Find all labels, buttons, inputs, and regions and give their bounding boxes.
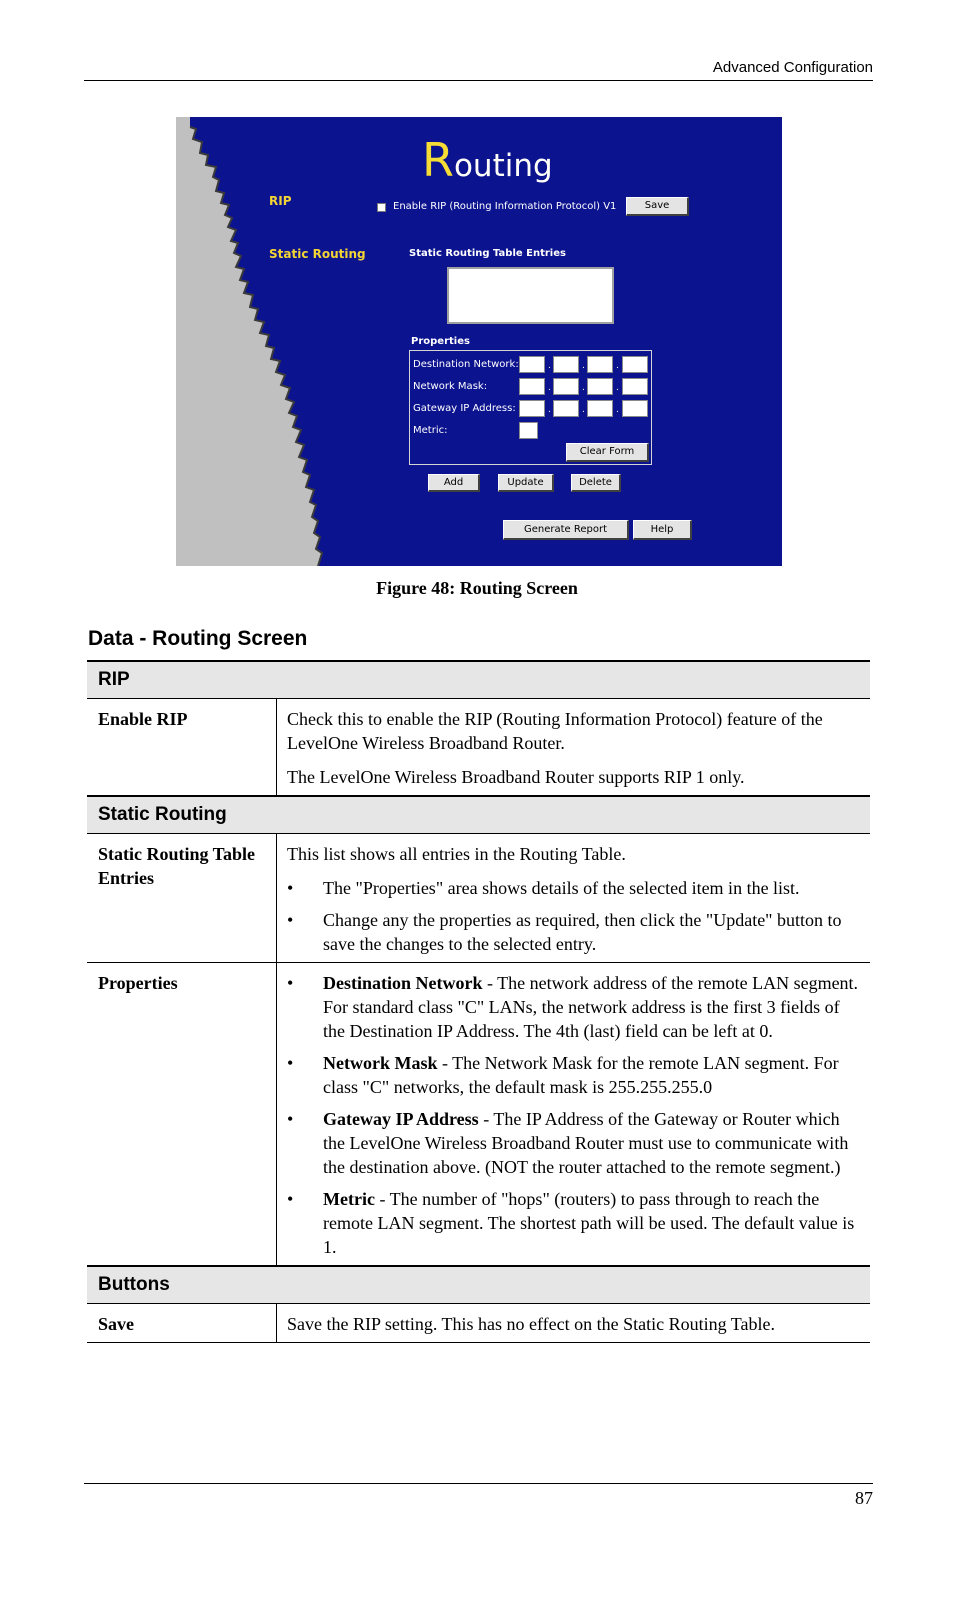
ip-dot: . <box>582 383 585 393</box>
section-header-static-routing: Static Routing <box>87 796 870 834</box>
section-header-rip: RIP <box>87 661 870 699</box>
static-routing-label: Static Routing <box>269 247 366 261</box>
enable-rip-label: Enable RIP (Routing Information Protocol) V1 <box>393 201 617 212</box>
add-button[interactable]: Add <box>428 474 480 492</box>
destination-network-octet-2[interactable] <box>553 356 579 373</box>
section-header-buttons: Buttons <box>87 1266 870 1304</box>
bullet-list <box>287 971 862 1259</box>
table-section-row <box>87 796 870 834</box>
list-item <box>287 1051 862 1099</box>
header-rule <box>84 80 873 81</box>
ip-dot: . <box>616 383 619 393</box>
save-button[interactable]: Save <box>626 197 689 216</box>
list-item <box>287 1107 862 1179</box>
row-desc-enable-rip <box>277 699 871 797</box>
decorative-edge <box>176 117 326 566</box>
term-description: - The number of "hops" (routers) to pass through to reach the remote LAN segment. The shortest path will be used. The default value is 1. <box>323 1189 855 1257</box>
gateway-ip-octet-2[interactable] <box>553 400 579 417</box>
table-row <box>87 1304 870 1343</box>
term-description: - The network address of the remote LAN segment. For standard class "C" LANs, the network address is the first 3 fields of the Destination IP Address. The 4th (last) field can be left at 0. <box>323 973 859 1041</box>
ip-dot: . <box>548 383 551 393</box>
clear-form-button[interactable]: Clear Form <box>566 443 649 462</box>
network-mask-octet-2[interactable] <box>553 378 579 395</box>
ip-dot: . <box>582 361 585 371</box>
row-name-enable-rip: Enable RIP <box>87 699 277 797</box>
destination-network-octet-3[interactable] <box>587 356 613 373</box>
delete-button[interactable]: Delete <box>571 474 621 492</box>
term: Network Mask <box>323 1053 438 1073</box>
page-header: Advanced Configuration <box>712 59 873 76</box>
paragraph: Check this to enable the RIP (Routing Information Protocol) feature of the LevelOne Wireless Broadband Router. <box>287 709 823 753</box>
help-button[interactable]: Help <box>633 520 692 540</box>
update-button[interactable]: Update <box>498 474 554 492</box>
rip-label: RIP <box>269 194 292 208</box>
network-mask-octet-3[interactable] <box>587 378 613 395</box>
table-entries-label: Static Routing Table Entries <box>409 248 566 259</box>
routing-title <box>422 133 553 187</box>
ip-dot: . <box>548 405 551 415</box>
term: Gateway IP Address <box>323 1109 479 1129</box>
destination-network-octet-1[interactable] <box>519 356 545 373</box>
routing-screenshot <box>176 117 782 566</box>
table-row <box>87 834 870 963</box>
network-mask-octet-1[interactable] <box>519 378 545 395</box>
footer-rule <box>84 1483 873 1484</box>
ip-dot: . <box>548 361 551 371</box>
gateway-ip-octet-1[interactable] <box>519 400 545 417</box>
bullet-list <box>287 876 862 956</box>
network-mask-octet-4[interactable] <box>622 378 648 395</box>
table-section-row <box>87 661 870 699</box>
term-description: - The IP Address of the Gateway or Router which the LevelOne Wireless Broadband Router must use to communicate with the destination above. (NOT the router attached to the remote segment.) <box>323 1109 849 1177</box>
properties-label: Properties <box>411 336 470 347</box>
gateway-ip-label: Gateway IP Address: <box>413 403 516 414</box>
table-section-row <box>87 1266 870 1304</box>
table-row <box>87 963 870 1267</box>
ip-dot: . <box>616 405 619 415</box>
ip-dot: . <box>582 405 585 415</box>
routing-title-initial: R <box>422 133 454 187</box>
list-item <box>287 1187 862 1259</box>
figure-caption: Figure 48: Routing Screen <box>376 578 578 598</box>
row-name-properties: Properties <box>87 963 277 1267</box>
row-desc-static-entries <box>277 834 871 963</box>
ip-dot: . <box>616 361 619 371</box>
section-title: Data - Routing Screen <box>88 627 308 650</box>
metric-input[interactable] <box>519 422 538 439</box>
network-mask-label: Network Mask: <box>413 381 488 392</box>
row-name-static-entries: Static Routing Table Entries <box>87 834 277 963</box>
table-row <box>87 699 870 797</box>
term-description: - The Network Mask for the remote LAN segment. For class "C" networks, the default mask is 255.255.255.0 <box>323 1053 839 1097</box>
routing-title-rest: outing <box>453 148 553 184</box>
destination-network-label: Destination Network: <box>413 359 519 370</box>
row-name-save: Save <box>87 1304 277 1343</box>
metric-label: Metric: <box>413 425 448 436</box>
list-item: • The "Properties" area shows details of the selected item in the list. <box>287 876 862 900</box>
destination-network-octet-4[interactable] <box>622 356 648 373</box>
term: Destination Network <box>323 973 483 993</box>
enable-rip-checkbox[interactable] <box>377 203 386 212</box>
paragraph: This list shows all entries in the Routing Table. <box>287 844 626 864</box>
page-number: 87 <box>855 1488 873 1508</box>
gateway-ip-octet-4[interactable] <box>622 400 648 417</box>
row-desc-properties <box>277 963 871 1267</box>
list-item: • Change any the properties as required, then click the "Update" button to save the changes to the selected entry. <box>287 908 862 956</box>
generate-report-button[interactable]: Generate Report <box>503 520 629 540</box>
data-table <box>87 660 870 1343</box>
gateway-ip-octet-3[interactable] <box>587 400 613 417</box>
term: Metric <box>323 1189 375 1209</box>
list-item <box>287 971 862 1043</box>
routing-table-listbox[interactable] <box>447 267 614 324</box>
row-desc-save: Save the RIP setting. This has no effect on the Static Routing Table. <box>277 1304 871 1343</box>
paragraph: The LevelOne Wireless Broadband Router supports RIP 1 only. <box>287 767 745 787</box>
